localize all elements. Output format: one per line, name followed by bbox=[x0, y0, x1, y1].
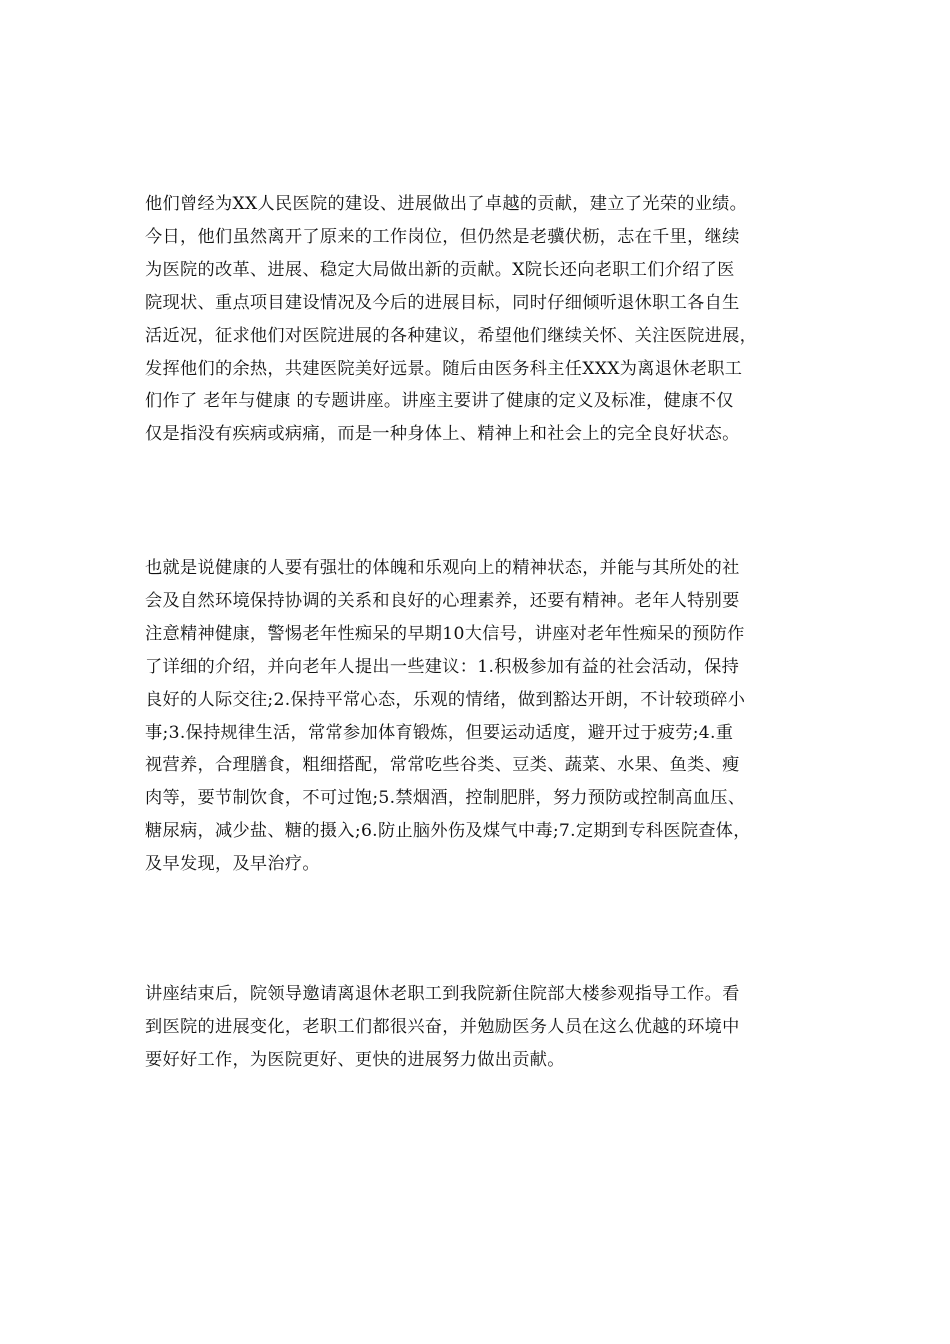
paragraph-line: 会及自然环境保持协调的关系和良好的心理素养，还要有精神。老年人特别要 bbox=[145, 590, 740, 611]
paragraph-line: 们作了 老年与健康 的专题讲座。讲座主要讲了健康的定义及标准，健康不仅 bbox=[145, 391, 734, 412]
paragraph-line: 发挥他们的余热，共建医院美好远景。随后由医务科主任XXX为离退休老职工 bbox=[145, 358, 743, 379]
paragraph-line: 到医院的进展变化，老职工们都很兴奋，并勉励医务人员在这么优越的环境中 bbox=[145, 1016, 740, 1037]
paragraph-line: 今日，他们虽然离开了原来的工作岗位，但仍然是老骥伏枥，志在千里，继续 bbox=[145, 226, 740, 247]
paragraph-line: 糖尿病，减少盐、糖的摄入;6.防止脑外伤及煤气中毒;7.定期到专科医院查体， bbox=[145, 821, 751, 842]
paragraph-line: 活近况，征求他们对医院进展的各种建议，希望他们继续关怀、关注医院进展， bbox=[145, 325, 758, 346]
paragraph-line: 良好的人际交往;2.保持平常心态，乐观的情绪，做到豁达开朗，不计较琐碎小 bbox=[145, 689, 746, 710]
paragraph-line: 院现状、重点项目建设情况及今后的进展目标，同时仔细倾听退休职工各自生 bbox=[145, 292, 740, 313]
paragraph-line: 讲座结束后，院领导邀请离退休老职工到我院新住院部大楼参观指导工作。看 bbox=[145, 984, 740, 1004]
paragraph-line: 及早发现，及早治疗。 bbox=[145, 854, 320, 875]
paragraph-line: 肉等，要节制饮食，不可过饱;5.禁烟酒，控制肥胖，努力预防或控制高血压、 bbox=[145, 788, 746, 809]
paragraph-2 bbox=[145, 552, 807, 881]
paragraph-line: 事;3.保持规律生活，常常参加体育锻炼，但要运动适度，避开过于疲劳;4.重 bbox=[145, 722, 734, 743]
paragraph-line: 注意精神健康，警惕老年性痴呆的早期10大信号，讲座对老年性痴呆的预防作 bbox=[145, 623, 745, 644]
paragraph-1 bbox=[145, 188, 807, 451]
paragraph-line: 视营养，合理膳食，粗细搭配，常常吃些谷类、豆类、蔬菜、水果、鱼类、瘦 bbox=[145, 755, 740, 776]
paragraph-3 bbox=[145, 978, 807, 1077]
paragraph-line: 了详细的介绍，并向老年人提出一些建议：1.积极参加有益的社会活动，保持 bbox=[145, 656, 740, 677]
paragraph-line: 仅是指没有疾病或病痛，而是一种身体上、精神上和社会上的完全良好状态。 bbox=[145, 424, 740, 445]
paragraph-line: 为医院的改革、进展、稳定大局做出新的贡献。X院长还向老职工们介绍了医 bbox=[145, 259, 735, 280]
paragraph-line: 要好好工作，为医院更好、更快的进展努力做出贡献。 bbox=[145, 1049, 565, 1070]
paragraph-line: 他们曾经为XX人民医院的建设、进展做出了卓越的贡献，建立了光荣的业绩。 bbox=[145, 194, 748, 214]
paragraph-line: 也就是说健康的人要有强壮的体魄和乐观向上的精神状态，并能与其所处的社 bbox=[145, 558, 740, 578]
